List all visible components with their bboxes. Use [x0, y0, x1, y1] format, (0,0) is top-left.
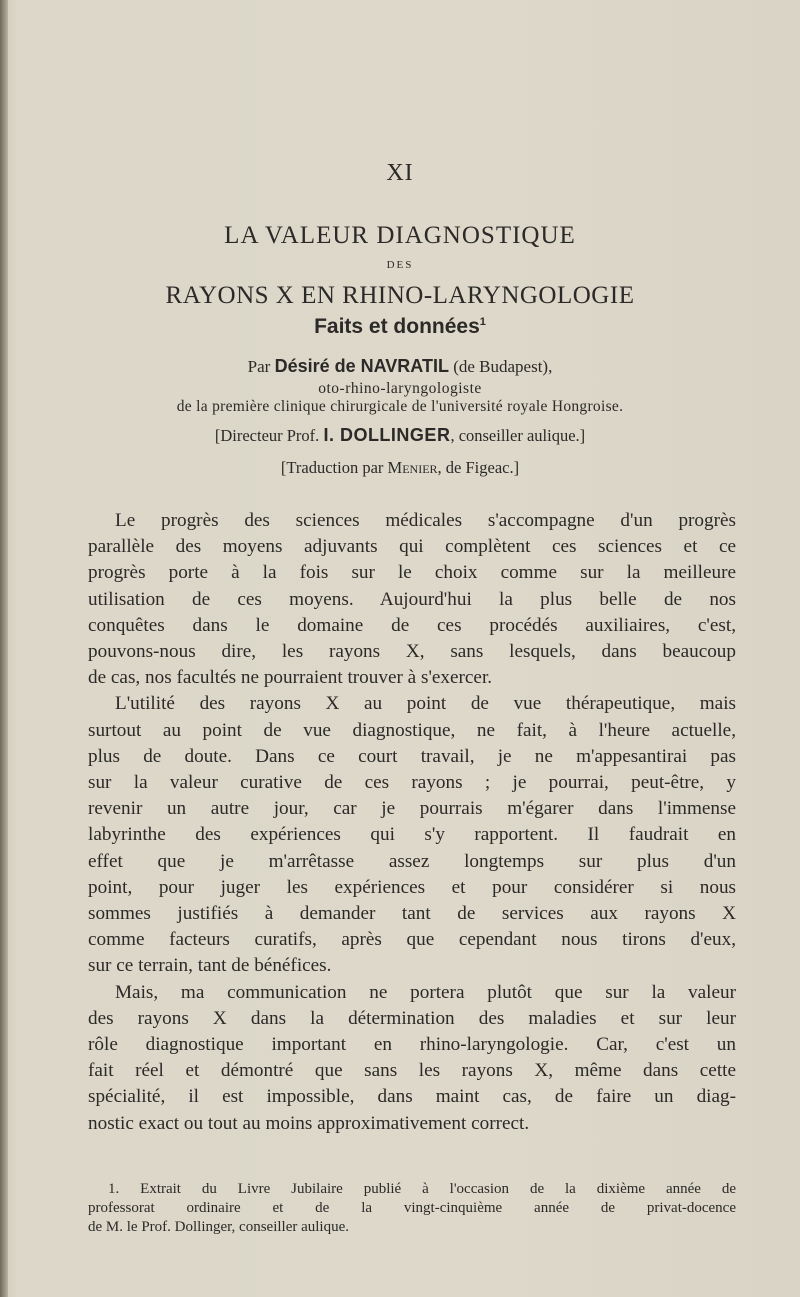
footnote-line: 1. Extrait du Livre Jubilaire publié à l'occasion de la dixième année de: [108, 1181, 736, 1197]
author-line: [0, 356, 800, 377]
paragraph-2-line: comme facteurs curatifs, après que cependant nous tirons d'eux,: [88, 929, 736, 951]
subtitle: [0, 315, 800, 339]
paragraph-2-line: surtout au point de vue diagnostique, ne fait, à l'heure actuelle,: [88, 719, 736, 741]
footnote-mark: 1: [479, 316, 486, 328]
chapter-number: XI: [386, 160, 414, 186]
paragraph-3-line: des rayons X dans la détermination des maladies et sur leur: [88, 1007, 736, 1029]
paragraph-1-line: progrès porte à la fois sur le choix comme sur la meilleure: [88, 562, 736, 584]
subtitle-text: Faits et données: [314, 315, 480, 338]
footnote-line: professorat ordinaire et de la vingt-cinquième année de privat-docence: [88, 1200, 736, 1216]
director-prefix: [Directeur Prof.: [214, 426, 320, 445]
page-binding-edge: [0, 0, 8, 1297]
paragraph-2-line: plus de doute. Dans ce court travail, je ne m'appesantirai pas: [88, 745, 736, 767]
paragraph-3-line: fait réel et démontré que sans les rayons X, même dans cette: [88, 1060, 736, 1082]
paragraph-2-line: effet que je m'arrêtasse assez longtemps sur plus d'un: [88, 850, 736, 872]
paragraph-1-line: conquêtes dans le domaine de ces procédés auxiliaires, c'est,: [88, 614, 736, 636]
paragraph-2-line: sur ce terrain, tant de bénéfices.: [88, 955, 332, 977]
paragraph-2-line: sommes justifiés à demander tant de services aux rayons X: [88, 903, 736, 925]
author-role-2: de la première clinique chirurgicale de l'université royale Hongroise.: [176, 398, 624, 415]
paragraph-3-line: rôle diagnostique important en rhino-laryngologie. Car, c'est un: [88, 1034, 736, 1056]
paragraph-3-line: nostic exact ou tout au moins approximativement correct.: [88, 1112, 530, 1134]
paragraph-1-line: utilisation de ces moyens. Aujourd'hui la plus belle de nos: [88, 588, 736, 610]
director-name: I. DOLLINGER: [323, 425, 451, 445]
footnote-line: de M. le Prof. Dollinger, conseiller aulique.: [88, 1219, 349, 1235]
author-prefix: Par: [247, 357, 271, 376]
title-line-2: RAYONS X EN RHINO-LARYNGOLOGIE: [165, 282, 635, 309]
paragraph-2-line: labyrinthe des expériences qui s'y rapportent. Il faudrait en: [88, 824, 736, 846]
director-suffix: , conseiller aulique.]: [450, 426, 586, 445]
paragraph-3-line: spécialité, il est impossible, dans maint cas, de faire un diag-: [88, 1086, 736, 1108]
paragraph-1-line: pouvons-nous dire, les rayons X, sans lesquels, dans beaucoup: [88, 641, 736, 663]
paragraph-3-line: Mais, ma communication ne portera plutôt que sur la valeur: [115, 981, 736, 1003]
paragraph-2-line: L'utilité des rayons X au point de vue thérapeutique, mais: [115, 693, 736, 715]
author-role-1: oto-rhino-laryngologiste: [318, 380, 482, 397]
director-line: [0, 425, 800, 446]
translation-line: [0, 458, 800, 478]
translator-name: Menier: [387, 458, 438, 477]
paragraph-1-line: de cas, nos facultés ne pourraient trouver à s'exercer.: [88, 667, 493, 689]
title-des: DES: [386, 259, 414, 271]
paragraph-2-line: point, pour juger les expériences et pour considérer si nous: [88, 876, 736, 898]
author-location: (de Budapest),: [453, 357, 553, 376]
translation-prefix: [Traduction par: [280, 458, 384, 477]
paragraph-2-line: sur la valeur curative de ces rayons ; je pourrai, peut-être, y: [88, 772, 736, 794]
paragraph-1-line: parallèle des moyens adjuvants qui complètent ces sciences et ce: [88, 536, 736, 558]
title-line-1: LA VALEUR DIAGNOSTIQUE: [224, 222, 576, 249]
paragraph-1-line: Le progrès des sciences médicales s'accompagne d'un progrès: [115, 510, 736, 531]
footnote: [88, 1180, 736, 1237]
author-name: Désiré de NAVRATIL: [274, 356, 449, 376]
paragraph-2-line: revenir un autre jour, car je pourrais m'égarer dans l'immense: [88, 798, 736, 820]
translation-suffix: , de Figeac.]: [437, 458, 520, 477]
body-text: [88, 508, 736, 1137]
